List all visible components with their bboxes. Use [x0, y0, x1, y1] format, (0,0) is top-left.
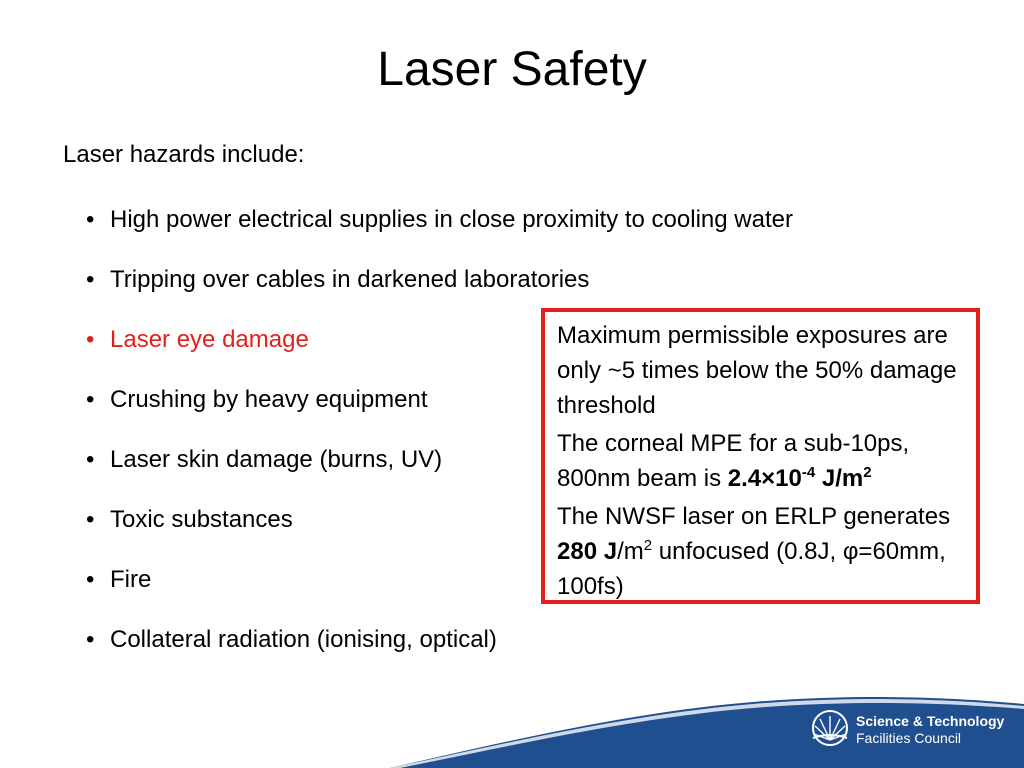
- hazard-item: [86, 203, 793, 237]
- mpe-mantissa: 2.4×10: [727, 465, 802, 492]
- hazard-text: Fire: [110, 566, 152, 593]
- hazard-item: [86, 443, 442, 477]
- page-title: Laser Safety: [377, 43, 647, 96]
- bullet-icon: •: [86, 206, 95, 233]
- hazard-text: Tripping over cables in darkened laboratories: [110, 266, 590, 293]
- hazard-item: [86, 263, 589, 297]
- hazard-item: [86, 503, 293, 537]
- mpe-value: [728, 465, 872, 492]
- stfc-logo-text: [856, 713, 1004, 747]
- bullet-icon: •: [86, 566, 95, 593]
- org-name-line2: Facilities Council: [856, 730, 962, 746]
- callout-paragraph-3: [557, 499, 966, 604]
- hazard-text: High power electrical supplies in close proximity to cooling water: [110, 206, 793, 233]
- mpe-unit-exponent: 2: [863, 464, 872, 481]
- intro-text: Laser hazards include:: [63, 141, 305, 168]
- bullet-icon: •: [86, 626, 95, 653]
- fluence-unit: /m: [617, 538, 644, 565]
- bullet-icon: •: [86, 326, 95, 353]
- mpe-unit: J/m: [815, 465, 864, 492]
- org-name-line1: Science & Technology: [856, 713, 1005, 729]
- hazard-item: [86, 623, 497, 657]
- callout-text: The NWSF laser on ERLP generates: [557, 503, 951, 530]
- fluence-unit-exponent: 2: [643, 537, 653, 554]
- hazard-text: Crushing by heavy equipment: [110, 386, 428, 413]
- mpe-callout-box: [541, 308, 980, 604]
- hazard-text: Laser skin damage (burns, UV): [110, 446, 443, 473]
- hazard-item: [86, 563, 151, 597]
- callout-paragraph-2: [557, 426, 966, 496]
- callout-text: unfocused (0.8J, φ=60mm, 100fs): [557, 538, 946, 600]
- mpe-exponent: -4: [801, 464, 816, 481]
- hazard-text: Toxic substances: [110, 506, 293, 533]
- bullet-icon: •: [86, 266, 95, 293]
- hazard-text: Laser eye damage: [110, 326, 309, 353]
- bullet-icon: •: [86, 386, 95, 413]
- hazard-item: [86, 383, 428, 417]
- fluence-value: 280 J: [557, 538, 618, 565]
- bullet-icon: •: [86, 506, 95, 533]
- hazard-text: Collateral radiation (ionising, optical): [110, 626, 497, 653]
- callout-paragraph-1: Maximum permissible exposures are only ~5 times below the 50% damage threshold: [557, 322, 957, 419]
- bullet-icon: •: [86, 446, 95, 473]
- hazard-item-highlighted: [86, 323, 309, 357]
- callout-text: The corneal MPE for a sub-10ps, 800nm beam is: [557, 430, 910, 492]
